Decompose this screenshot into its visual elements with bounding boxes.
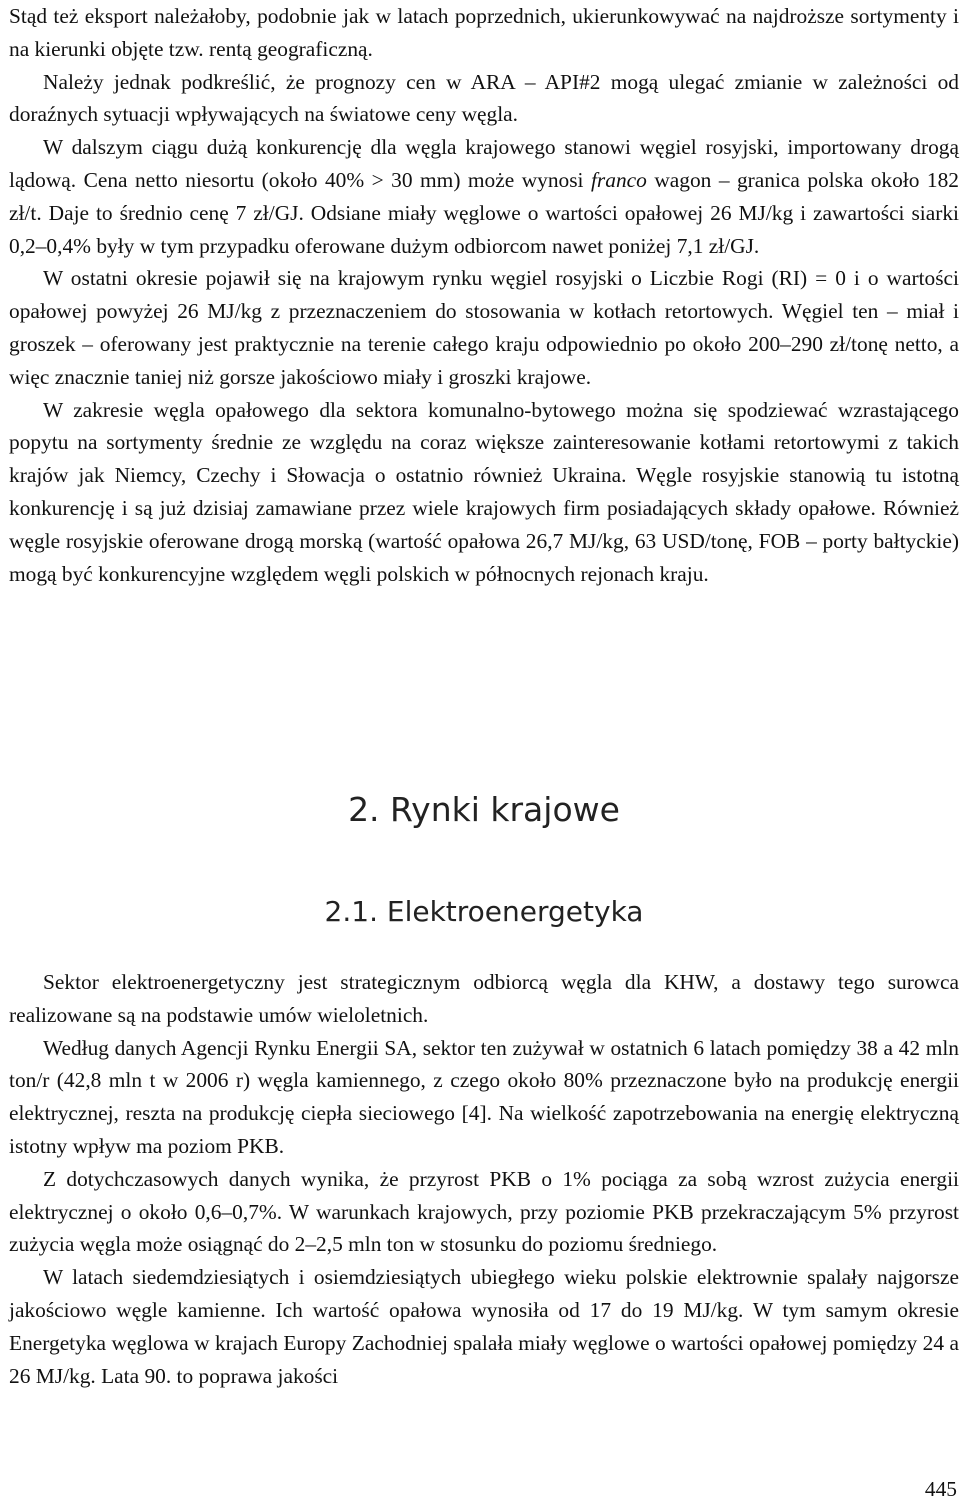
paragraph-text: Należy jednak podkreślić, że prognozy cen w ARA – API#2 mogą ulegać zmianie w zależności od doraźnych sytuacji wpływających na światowe ceny węgla. [9,69,959,127]
paragraph-are-data: Według danych Agencji Rynku Energii SA, sektor ten zużywał w ostatnich 6 latach pomiędzy 38 a 42 mln ton/r (42,8 mln t w 2006 r) węgla kamiennego, z czego około 80% przeznaczone było na produkcję energii elektrycznej, reszta na produkcję ciepła sieciowego [4]. Na wielkość zapotrzebowania na energię elektryczną istotny wpływ ma poziom PKB. [9,1035,959,1158]
page-number: 445 [924,1477,957,1501]
document-page [9,0,959,1506]
paragraph-ara-prices [9,66,959,132]
paragraph-text: W zakresie węgla opałowego dla sektora komunalno-bytowego można się spodziewać wzrastającego popytu na sortymenty średnie ze względu na coraz większe zainteresowanie kotłami retortowymi z takich krajów jak Niemcy, Czechy i Słowacja o ostatnio również Ukraina. Węgle rosyjskie stanowią tu istotną konkurencję i są już dzisiaj zamawiane przez wiele krajowych firm posiadających składy opałowe. Również węgle rosyjskie oferowane drogą morską (wartość opałowa 26,7 MJ/kg, 63 USD/tonę, FOB – porty bałtyckie) mogą być konkurencyjne względem węgli polskich w północnych rejonach kraju. [9,397,959,586]
paragraph-russian-coal-retort [9,262,959,393]
paragraph-export [9,0,959,66]
paragraph-power-sector: Sektor elektroenergetyczny jest strategicznym odbiorcą węgla dla KHW, a dostawy tego surowca realizowane są na podstawie umów wieloletnich. [9,970,959,1027]
italic-term-franco: franco [590,167,647,192]
section-heading: 2. Rynki krajowe [348,790,620,829]
paragraph-text: W ostatni okresie pojawił się na krajowym rynku węgiel rosyjski o Liczbie Rogi (RI) = 0 i o wartości opałowej powyżej 26 MJ/kg z przeznaczeniem do stosowania w kotłach retortowych. Węgiel ten – miał i groszek – oferowany jest praktycznie na terenie całego kraju odpowiednio po około 200–290 zł/tonę netto, a więc znacznie taniej niż gorsze jakościowo miały i groszki krajowe. [9,266,959,389]
text-block-lower [9,966,959,1392]
text-block-upper [9,0,959,590]
paragraph-text: W dalszym ciągu dużą konkurencję dla węgla krajowego stanowi węgiel rosyjski, importowany drogą lądową. Cena netto niesortu (około 40% > 30 mm) może wynosi [9,135,959,192]
paragraph-heating-coal [9,394,959,591]
paragraph-seventies: W latach siedemdziesiątych i osiemdziesiątych ubiegłego wieku polskie elektrownie spalały najgorsze jakościowo węgle kamienne. Ich wartość opałowa wynosiła od 17 do 19 MJ/kg. W tym samym okresie Energetyka węglowa w krajach Europy Zachodniej spalała miały węglowe o wartości opałowej pomiędzy 24 a 26 MJ/kg. Lata 90. to poprawa jakości [9,1265,959,1388]
subsection-heading: 2.1. Elektroenergetyka [324,895,644,928]
paragraph-russian-coal-competition [9,131,959,262]
paragraph-gdp-growth: Z dotychczasowych danych wynika, że przyrost PKB o 1% pociąga za sobą wzrost zużycia energii elektrycznej o około 0,6–0,7%. W warunkach krajowych, przy poziomie PKB przekraczającym 5% przyrost zużycia węgla może osiągnąć do 2–2,5 mln ton w stosunku do poziomu średniego. [9,1166,959,1257]
paragraph-text: Stąd też eksport należałoby, podobnie jak w latach poprzednich, ukierunkowywać na najdroższe sortymenty i na kierunki objęte tzw. rentą geograficzną. [9,4,959,61]
paragraph-text-continued: wagon – granica polska około 182 zł/t. Daje to średnio cenę 7 zł/GJ. Odsiane miały węglowe o wartości opałowej 26 MJ/kg i zawartości siarki 0,2–0,4% były w tym przypadku oferowane dużym odbiorcom nawet poniżej 7,1 zł/GJ. [9,167,959,258]
